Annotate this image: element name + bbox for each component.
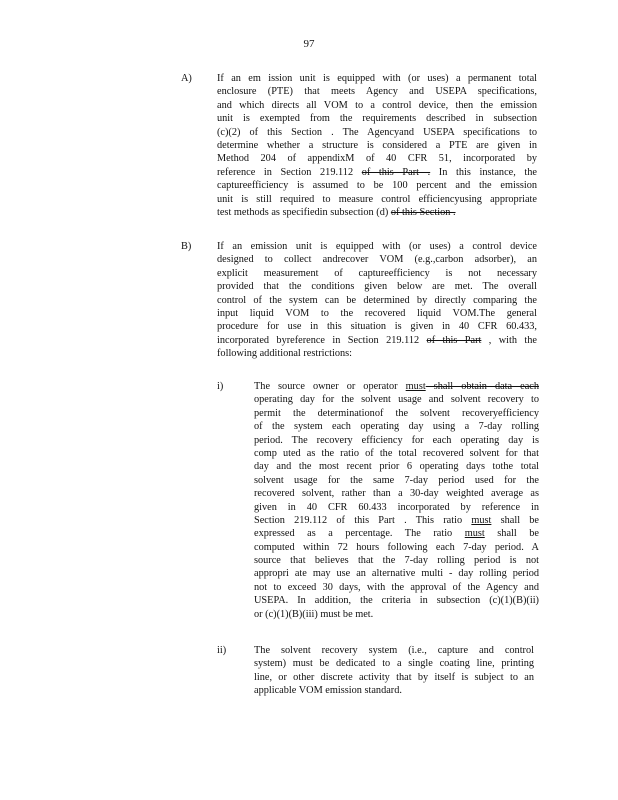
underlined-text: must [464, 528, 485, 540]
text-line: If an emission unit is equipped with (or uses) a control device [217, 241, 537, 252]
text-line [217, 166, 537, 179]
subparagraph-i-text [254, 380, 539, 621]
text-line: (c)(2) of this Section . The Agencyand USEPA specifications to [217, 126, 537, 138]
text-segment: expressed as a percentage. The ratio [254, 528, 453, 540]
text-line: or (c)(1)(B)(iii) must be met. [254, 608, 374, 620]
text-line: explicit measurement of captureefficiency is not necessary [217, 267, 537, 279]
text-line: control of the system can be determined by directly comparing the [217, 294, 537, 306]
text-line: system) must be dedicated to a single coating line, printing [254, 658, 534, 670]
text-segment: Section 219.112 of this Part . This ratio [254, 514, 463, 526]
text-line: applicable VOM emission standard. [254, 685, 402, 697]
text-line: input liquid VOM to the recovered liquid VOM.The general [217, 307, 537, 319]
text-line: Method 204 of appendixM of 40 CFR 51, incorporated by [217, 153, 537, 165]
text-line: enclosure (PTE) that meets Agency and USEPA specifications, [217, 86, 537, 98]
text-line: period. The recovery efficiency for each operating day is [254, 434, 539, 446]
text-line: USEPA. In addition, the criteria in subsection (c)(1)(B)(ii) [254, 595, 539, 607]
text-line: and which directs all VOM to a control device, then the emission [217, 99, 537, 111]
paragraph-a-marker: A) [181, 73, 192, 84]
page-number: 97 [303, 38, 315, 50]
text-line [217, 334, 537, 347]
text-line: following additional restrictions: [217, 348, 352, 360]
paragraph-a-text [217, 72, 537, 219]
text-segment: shall be [491, 514, 539, 526]
struck-text: of this Part . [361, 166, 431, 178]
struck-text: of this Part [426, 334, 482, 346]
text-line: operating day for the solvent usage and solvent recovery to [254, 394, 539, 406]
text-line: appropri ate may use an alternative multi - day rolling period [254, 568, 539, 580]
text-line: determine whether a structure is considered a PTE are given in [217, 139, 537, 151]
text-segment: incorporated byreference in Section 219.112 [217, 334, 420, 346]
text-line: given in 40 CFR 60.433 incorporated by reference in [254, 501, 539, 513]
text-segment: In this instance, the [430, 166, 537, 178]
text-line: comp uted as the ratio of the total recovered solvent for that [254, 447, 539, 459]
text-line: unit is exempted from the requirements described in subsection [217, 113, 537, 125]
text-segment: The source owner or operator [254, 381, 398, 392]
text-segment: shall be [484, 528, 539, 540]
text-line: If an em ission unit is equipped with (or uses) a permanent total [217, 73, 537, 84]
text-line [254, 514, 539, 527]
text-line: provided that the conditions given below are met. The overall [217, 281, 537, 293]
text-line: procedure for use in this situation is given in 40 CFR 60.433, [217, 321, 537, 333]
struck-text: shall obtain data each [425, 381, 539, 392]
subparagraph-ii-marker: ii) [217, 645, 227, 656]
paragraph-b-marker: B) [181, 241, 192, 252]
text-line: line, or other discrete activity that by itself is subject to an [254, 671, 534, 683]
text-line: permit the determinationof the solvent recoveryefficiency [254, 407, 539, 419]
text-segment: test methods as specifiedin subsection (d) [217, 206, 389, 218]
text-line: computed within 72 hours following each 7-day period. A [254, 541, 539, 553]
text-line: source that believes that the 7-day rolling period is not [254, 555, 539, 567]
text-line: captureefficiency is assumed to be 100 percent and the emission [217, 180, 537, 192]
underlined-text: must [405, 381, 426, 392]
text-line: recovered solvent, rather than a 30-day weighted average as [254, 488, 539, 500]
text-line: solvent usage for the same 7-day period used for the [254, 474, 539, 486]
text-line: of the system each operating day using a 7-day rolling [254, 421, 539, 433]
text-line: designed to collect andrecover VOM (e.g.,carbon adsorber), an [217, 254, 537, 266]
text-segment: reference in Section 219.112 [217, 166, 354, 178]
text-line [217, 206, 537, 219]
text-line [254, 380, 539, 393]
subparagraph-ii-text [254, 644, 534, 698]
text-line: unit is still required to measure control efficiencyusing appropriate [217, 193, 537, 205]
text-segment: , with the [481, 334, 537, 346]
text-line: The solvent recovery system (i.e., capture and control [254, 645, 534, 656]
struck-text: of this Section . [390, 206, 456, 218]
underlined-text: must [471, 514, 492, 526]
subparagraph-i-marker: i) [217, 381, 224, 392]
paragraph-b-text [217, 240, 537, 361]
text-line: not to exceed 30 days, with the approval of the Agency and [254, 581, 539, 593]
text-line [254, 527, 539, 540]
text-line: day and the most recent prior 6 operating days tothe total [254, 461, 539, 473]
